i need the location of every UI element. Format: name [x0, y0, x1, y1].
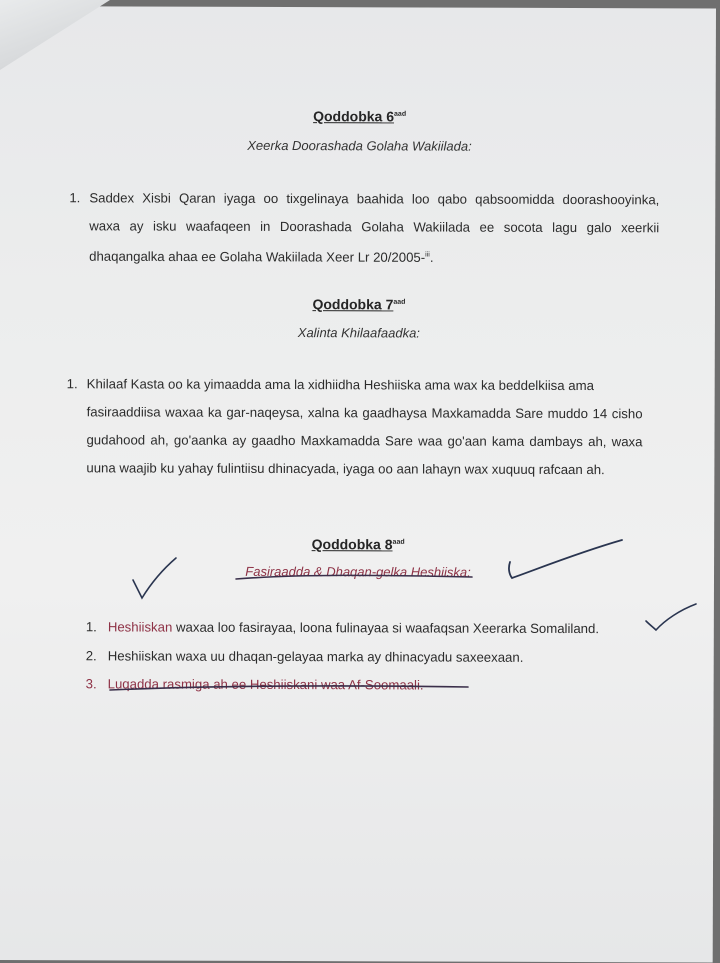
article-8-item-2: 2. Heshiiskan waxa uu dhaqan-gelayaa marka ay dhinacyadu saxeexaan.: [85, 648, 524, 665]
article-8-heading-suffix: aad: [392, 538, 405, 546]
article-6-heading-suffix: aad: [394, 110, 407, 118]
article-7-heading-suffix: aad: [393, 298, 406, 306]
article-6-heading: Qoddobka $6^{aad}$: [313, 108, 407, 125]
article-7-heading: Qoddobka $7^{aad}$: [312, 296, 406, 313]
document-page: [0, 6, 716, 962]
article-8-item-3: 3. Luqadda rasmiga ah ee Heshiiskani waa Af-Soomaali.: [85, 676, 424, 693]
article-6-paragraph: 1. Saddex Xisbi Qaran iyaga oo tixgelinaya baahida loo qabo qabsoomidda doorashooyinka, waxa ay isku waafaqeen in Doorashada Golaha Wakiilada ee socota lagu galo xeerkii dhaqangalka ahaa ee Golaha Wakiilada Xeer Lr 20/2005-$^{iii}$.: [69, 190, 660, 265]
article-8-subtitle: Fasiraadda & Dhaqan-gelka Heshiiska:: [245, 563, 471, 580]
footnote-ref: iii: [425, 251, 430, 259]
article-7-subtitle: Xalinta Khilaafaadka:: [297, 325, 420, 341]
article-6-subtitle: Xeerka Doorashada Golaha Wakiilada:: [247, 137, 472, 154]
article-8-item-1: 1. Heshiiskan waxaa loo fasirayaa, loona fulinayaa si waafaqsan Xeerarka Somaliland.: [85, 619, 600, 637]
article-8-heading: Qoddobka $8^{aad}$: [311, 536, 405, 553]
article-7-paragraph: 1. Khilaaf Kasta oo ka yimaadda ama la xidhiidha Heshiiska ama wax ka beddelkiisa ama fasiraaddiisa waxaa ka gar-naqeysa, xalna ka gaadhaysa Maxkamadda Sare muddo 14 cisho gudahood ah, go'aanka ay gaadho Maxkamadda Sare waa go'aan kama dambays ah, waxa uuna waajib ku yahay fulintiisu dhinacyada, iyaga oo aan lahayn wax xuquuq rafcaan ah.: [66, 376, 643, 478]
